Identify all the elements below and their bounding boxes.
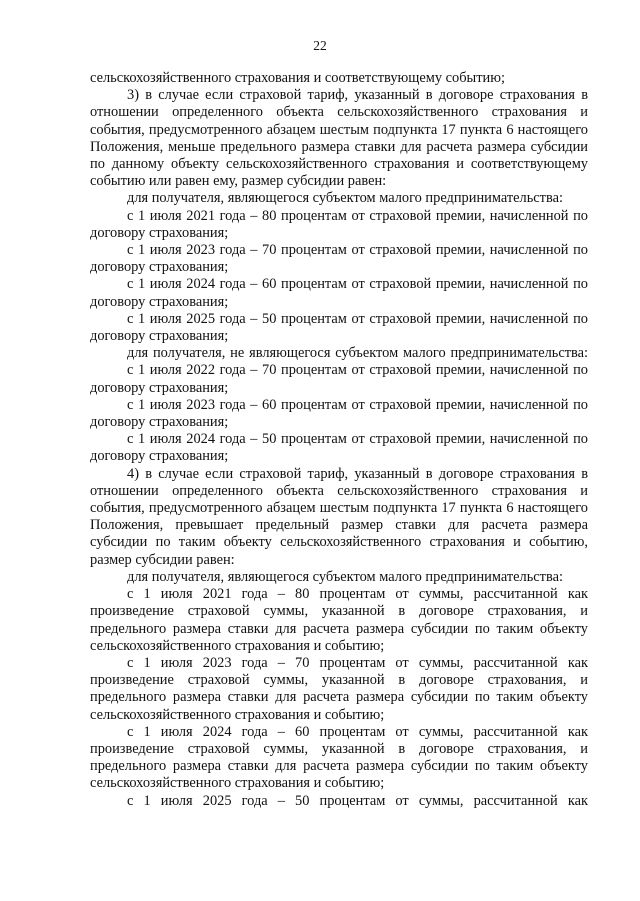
paragraph: с 1 июля 2023 года – 70 процентам от суммы, рассчитанной как произведение страховой суммы, указанной в договоре страхования, и предельного размера ставки для расчета размера субсидии по таким объекту сельскохозяйственного страхования и событию;	[90, 654, 588, 723]
page-number: 22	[313, 38, 327, 53]
paragraph: 4) в случае если страховой тариф, указанный в договоре страхования в отношении определенного объекта сельскохозяйственного страхования и события, предусмотренного абзацем шестым подпункта 17 пункта 6 настоящего Положения, превышает предельный размер ставки для расчета размера субсидии по таким объекту сельскохозяйственного страхования и событию, размер субсидии равен:	[90, 465, 588, 568]
paragraph: с 1 июля 2022 года – 70 процентам от страховой премии, начисленной по договору страхования;	[90, 362, 588, 396]
paragraph: с 1 июля 2021 года – 80 процентам от страховой премии, начисленной по договору страхования;	[90, 207, 588, 241]
paragraph: для получателя, являющегося субъектом малого предпринимательства:	[127, 568, 563, 585]
paragraph: с 1 июля 2024 года – 60 процентам от страховой премии, начисленной по договору страхования;	[90, 276, 588, 310]
paragraph: сельскохозяйственного страхования и соответствующему событию;	[90, 70, 505, 86]
paragraph: с 1 июля 2025 года – 50 процентам от страховой премии, начисленной по договору страхования;	[90, 310, 588, 345]
paragraph: с 1 июля 2024 года – 60 процентам от суммы, рассчитанной как произведение страховой суммы, указанной в договоре страхования, и предельного размера ставки для расчета размера субсидии по таким объекту сельскохозяйственного страхования и событию;	[90, 723, 588, 792]
paragraph: с 1 июля 2024 года – 50 процентам от страховой премии, начисленной по договору страхования;	[90, 431, 588, 465]
paragraph: с 1 июля 2023 года – 60 процентам от страховой премии, начисленной по договору страхования;	[90, 396, 588, 431]
paragraph: с 1 июля 2021 года – 80 процентам от суммы, рассчитанной как произведение страховой суммы, указанной в договоре страхования, и предельного размера ставки для расчета размера субсидии по таким объекту сельскохозяйственного страхования и событию;	[90, 586, 588, 654]
document-body	[90, 70, 588, 810]
paragraph: 3) в случае если страховой тариф, указанный в договоре страхования в отношении определенного объекта сельскохозяйственного страхования и события, предусмотренного абзацем шестым подпункта 17 пункта 6 настоящего Положения, меньше предельного размера ставки для расчета размера субсидии по данному объекту сельскохозяйственного страхования и соответствующему событию или равен ему, размер субсидии равен:	[90, 87, 588, 190]
paragraph: для получателя, не являющегося субъектом малого предпринимательства:	[127, 345, 588, 362]
paragraph: для получателя, являющегося субъектом малого предпринимательства:	[127, 190, 563, 207]
paragraph: с 1 июля 2023 года – 70 процентам от страховой премии, начисленной по договору страхования;	[90, 242, 588, 276]
paragraph: с 1 июля 2025 года – 50 процентам от суммы, рассчитанной как	[127, 792, 588, 809]
